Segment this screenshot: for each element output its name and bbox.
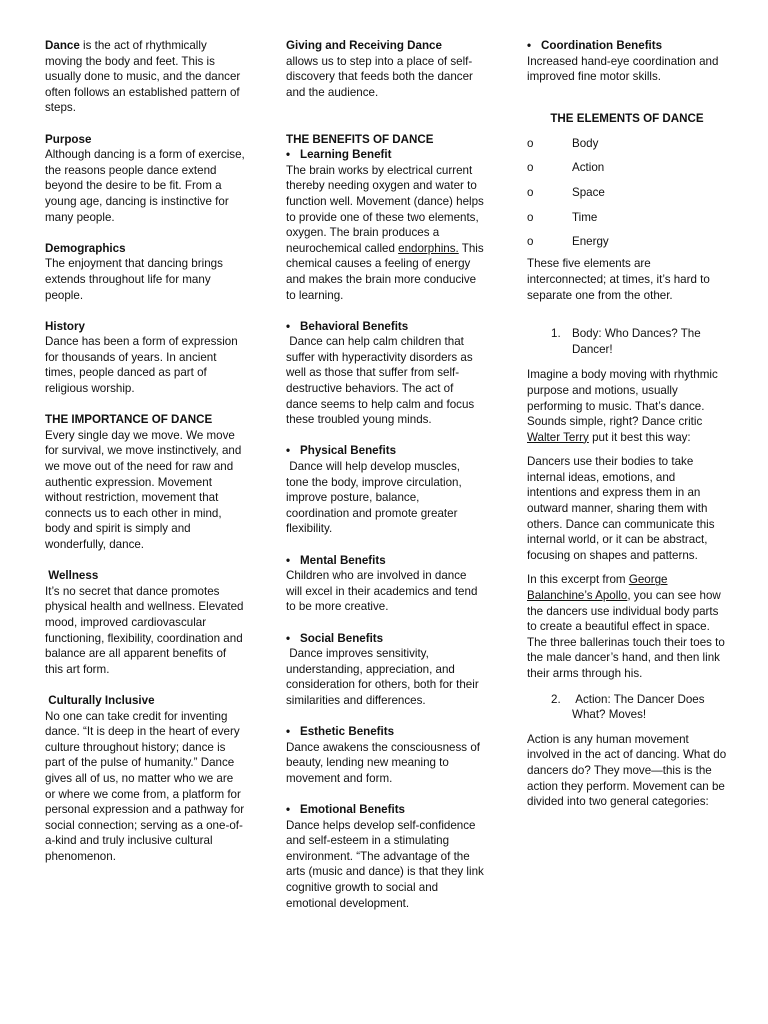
bullet-icon: • bbox=[527, 39, 532, 52]
benefits-heading: THE BENEFITS OF DANCE bbox=[286, 132, 434, 146]
social-text: Dance improves sensitivity, understanding, appreciation, and consideration for others, both for their similarities and differences. bbox=[286, 647, 482, 707]
body-paragraph-1: Imagine a body moving with rhythmic purpose and motions, usually performing to music. That’s dance. Sounds simple, right? Dance critic Walter Terry put it best this way: bbox=[527, 368, 718, 444]
demographics-section bbox=[45, 241, 245, 303]
body-paragraph-3: In this excerpt from George Balanchine’s Apollo, you can see how the dancers use individual body parts to create a beautiful effect in space. The three ballerinas touch their toes to the male dancer’s hand, and then link their arms through his. bbox=[527, 573, 725, 680]
learning-text: The brain works by electrical current thereby needing oxygen and water to function well. Movement (dance) helps to provide one of these two elements, oxygen. The brain produces a neurochemical called endorphins. This chemical causes a feeling of energy and makes the brain more conducive to learning. bbox=[286, 163, 484, 302]
item-text: Body: Who Dances? The Dancer! bbox=[572, 327, 701, 356]
social-heading: • Social Benefits bbox=[286, 631, 384, 645]
history-section bbox=[45, 319, 245, 397]
column-2 bbox=[286, 38, 484, 927]
endorphins-link[interactable]: endorphins. bbox=[398, 241, 459, 255]
wellness-heading: Wellness bbox=[45, 569, 99, 583]
bullet-icon: • bbox=[286, 319, 291, 333]
bullet-icon: • bbox=[286, 553, 291, 567]
mental-heading: • Mental Benefits bbox=[286, 553, 386, 567]
learning-heading: • Learning Benefit bbox=[286, 148, 392, 162]
purpose-section bbox=[45, 132, 245, 226]
purpose-text: Although dancing is a form of exercise, the reasons people dance extend beyond the desire to be fit. From a young age, dancing is instinctive for many people. bbox=[45, 148, 245, 224]
esthetic-heading: • Esthetic Benefits bbox=[286, 725, 395, 739]
giving-section bbox=[286, 38, 484, 100]
list-item bbox=[527, 205, 727, 230]
list-marker: o bbox=[527, 186, 534, 200]
column-3 bbox=[527, 38, 727, 810]
emotional-heading: • Emotional Benefits bbox=[286, 803, 406, 817]
element-space: Space bbox=[572, 186, 605, 200]
behavioral-heading: • Behavioral Benefits bbox=[286, 319, 409, 333]
column-1 bbox=[45, 38, 245, 880]
elements-text: These five elements are interconnected; at times, it’s hard to separate one from the other. bbox=[527, 257, 710, 302]
intro-text: is the act of rhythmically moving the body and feet. This is usually done to music, and the dancer often follows an established pattern of steps. bbox=[45, 39, 241, 115]
culturally-inclusive-heading: Culturally Inclusive bbox=[45, 693, 155, 707]
importance-heading: THE IMPORTANCE OF DANCE bbox=[45, 413, 213, 427]
physical-section bbox=[286, 443, 484, 537]
history-heading: History bbox=[45, 319, 85, 333]
coordination-heading: • Coordination Benefits bbox=[527, 39, 663, 52]
mental-text: Children who are involved in dance will excel in their academics and tend to be more creative. bbox=[286, 569, 478, 614]
social-section bbox=[286, 631, 484, 709]
giving-heading: Giving and Receiving Dance bbox=[286, 39, 442, 52]
elements-list bbox=[527, 131, 727, 254]
bullet-icon: • bbox=[286, 148, 291, 162]
item-number: 2. bbox=[551, 692, 561, 706]
action-paragraph: Action is any human movement involved in the act of dancing. What do dancers do? They move—this is the action they perform. Movement can be divided into two general categories: bbox=[527, 732, 727, 809]
demographics-text: The enjoyment that dancing brings extends throughout life for many people. bbox=[45, 257, 223, 302]
list-item bbox=[527, 230, 727, 255]
wellness-text: It’s no secret that dance promotes physical health and wellness. Elevated mood, improved cardiovascular functioning, flexibility, coordination and balance are all apparent benefits of this art form. bbox=[45, 584, 244, 676]
physical-heading: • Physical Benefits bbox=[286, 444, 397, 458]
behavioral-text: Dance can help calm children that suffer with hyperactivity disorders as well as those that suffer from self-destructive behaviors. The act of dance seems to help calm and focus these troubled young minds. bbox=[286, 335, 478, 427]
walter-terry-link[interactable]: Walter Terry bbox=[527, 430, 589, 444]
bullet-icon: • bbox=[286, 725, 291, 739]
demographics-heading: Demographics bbox=[45, 241, 126, 255]
list-marker: o bbox=[527, 161, 534, 175]
element-energy: Energy bbox=[572, 235, 609, 249]
elements-heading: THE ELEMENTS OF DANCE bbox=[550, 111, 704, 125]
mental-section bbox=[286, 553, 484, 615]
item-number: 1. bbox=[551, 327, 561, 341]
purpose-heading: Purpose bbox=[45, 132, 92, 146]
learning-section bbox=[286, 132, 484, 304]
history-text: Dance has been a form of expression for thousands of years. In ancient times, people danced as part of religious worship. bbox=[45, 335, 238, 396]
importance-text: Every single day we move. We move for survival, we move instinctively, and we move out of the need for raw and authentic expression. Movement without restriction, movement that connects us to each other in mind, body and spirit is simply and wonderfully, dance. bbox=[45, 428, 242, 551]
element-time: Time bbox=[572, 210, 598, 224]
list-marker: o bbox=[527, 136, 534, 150]
importance-section bbox=[45, 412, 245, 552]
numbered-item-1 bbox=[527, 326, 727, 357]
element-body: Body bbox=[572, 136, 599, 150]
emotional-section bbox=[286, 802, 484, 911]
coordination-section bbox=[527, 38, 727, 85]
list-item bbox=[527, 181, 727, 206]
intro-lead: Dance bbox=[45, 39, 80, 52]
intro-paragraph bbox=[45, 38, 245, 116]
item-text: Action: The Dancer Does What? Moves! bbox=[572, 692, 708, 722]
body-paragraph-2: Dancers use their bodies to take internal ideas, emotions, and intentions and express them in an outward manner, sharing them with others. Dance can communicate this internal world, or it can be abstract, focusing on shapes and patterns. bbox=[527, 455, 715, 562]
esthetic-text: Dance awakens the consciousness of beauty, lending new meaning to movement and form. bbox=[286, 740, 480, 785]
wellness-section bbox=[45, 568, 245, 677]
physical-text: Dance will help develop muscles, tone the body, improve circulation, improve posture, balance, coordination and promote greater flexibility. bbox=[286, 460, 465, 536]
bullet-icon: • bbox=[286, 444, 291, 458]
list-marker: o bbox=[527, 235, 534, 249]
numbered-item-2 bbox=[527, 692, 727, 723]
giving-text: allows us to step into a place of self-discovery that feeds both the dancer and the audience. bbox=[286, 54, 473, 99]
element-action: Action bbox=[572, 161, 605, 175]
bullet-icon: • bbox=[286, 803, 291, 817]
culturally-inclusive-text: No one can take credit for inventing dance. “It is deep in the heart of every culture throughout history; dance is part of the pulse of humanity.” Dance gives all of us, no matter who we are or where we come from, a platform for personal expression and a pathway for social connection; serving as a one-of-a-kind and truly inclusive cultural phenomenon. bbox=[45, 709, 245, 863]
list-marker: o bbox=[527, 210, 534, 224]
list-item bbox=[527, 131, 727, 156]
esthetic-section bbox=[286, 724, 484, 786]
culturally-inclusive-section bbox=[45, 693, 245, 865]
apollo-link[interactable]: George Balanchine’s Apollo bbox=[527, 573, 668, 603]
behavioral-section bbox=[286, 319, 484, 428]
list-item bbox=[527, 156, 727, 181]
bullet-icon: • bbox=[286, 631, 291, 645]
emotional-text: Dance helps develop self-confidence and self-esteem in a stimulating environment. “The advantage of the arts (music and dance) is that they link cognitive growth to social and emotional development. bbox=[286, 818, 484, 910]
coordination-text: Increased hand-eye coordination and improved fine motor skills. bbox=[527, 54, 719, 84]
